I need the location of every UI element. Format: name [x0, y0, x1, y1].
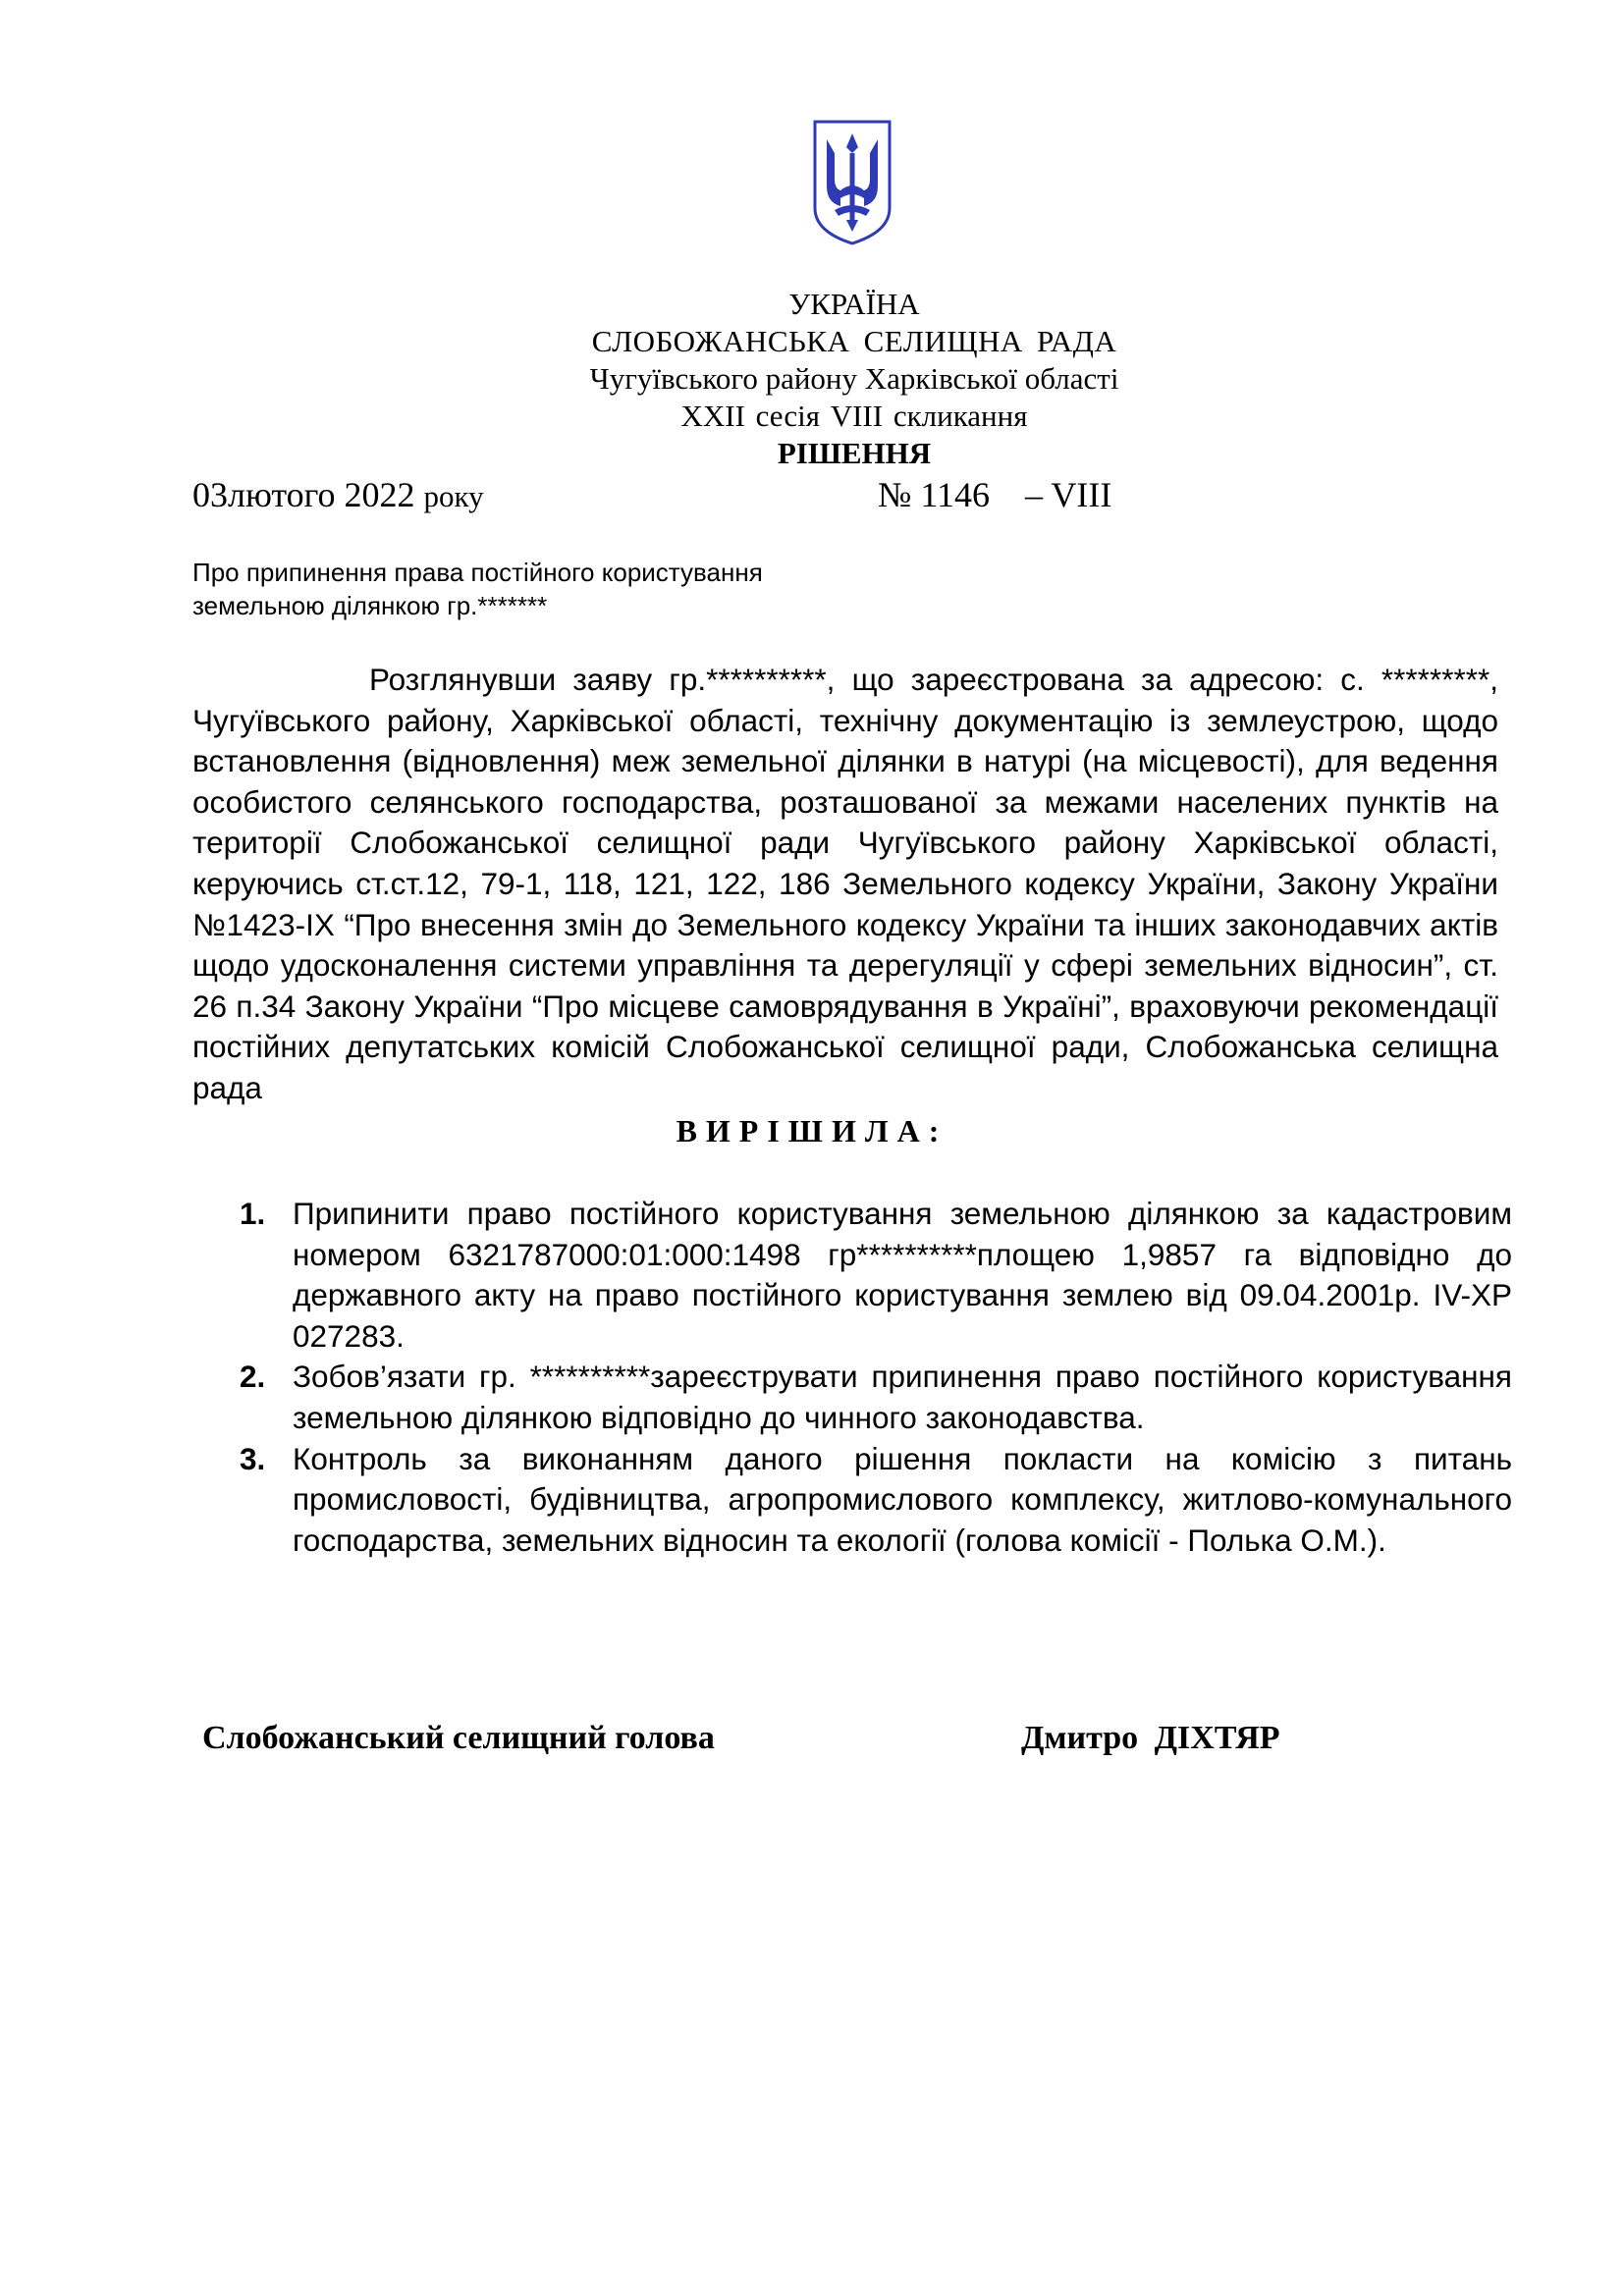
- preamble-paragraph: Розглянувши заяву гр.**********, що зареєстрована за адресою: с. *********, Чугуївського району, Харківської області, технічну документацію із землеустрою, щодо встановлення (відновлення) меж земельної ділянки в натурі (на місцевості), для ведення особистого селянського господарства, розташованої за межами населених пунктів на території Слобожанської селищної ради Чугуївського району Харківської області, керуючись ст.ст.12, 79-1, 118, 121, 122, 186 Земельного кодексу України, Закону України №1423-IX “Про внесення змін до Земельного кодексу України та інших законодавчих актів щодо удосконалення системи управління та дерегуляції у сфері земельних відносин”, ст. 26 п.34 Закону України “Про місцеве самоврядування в Україні”, враховуючи рекомендації постійних депутатських комісій Слобожанської селищної ради, Слобожанська селищна рада: [192, 662, 1498, 1105]
- header-session: XXII сесія VIII скликання: [680, 399, 1028, 433]
- header-country: УКРАЇНА: [788, 287, 920, 321]
- decision-number: № 1146 – VIII: [878, 475, 1112, 514]
- subject-line: земельною ділянкою гр.*******: [192, 591, 548, 620]
- decision-item: [236, 1439, 1512, 1562]
- signature-title: Слобожанський селищний голова: [202, 1720, 715, 1756]
- signature-name: Дмитро ДІХТЯР: [1021, 1720, 1280, 1756]
- decision-item: [236, 1194, 1512, 1357]
- item-number: 3.: [240, 1440, 266, 1476]
- item-number: 2.: [240, 1359, 266, 1395]
- decision-item: [236, 1357, 1512, 1438]
- item-text: Контроль за виконанням даного рішення покласти на комісію з питань промисловості, будівництва, агропромислового комплексу, житлово-комунального господарства, земельних відносин та екології (голова комісії - Полька О.М.).: [293, 1440, 1512, 1558]
- document-type: РІШЕННЯ: [777, 436, 932, 470]
- decision-items: [236, 1194, 1512, 1561]
- date-value: 03лютого 2022: [192, 475, 415, 514]
- item-number: 1.: [240, 1196, 266, 1231]
- item-text: Припинити право постійного користування земельною ділянкою за кадастровим номером 6321787000:01:000:1498 гр**********площею 1,9857 га відповідно до державного акту на право постійного користування землею від 09.04.2001р. IV-ХР 027283.: [293, 1196, 1512, 1354]
- subject-line: Про припинення права постійного користування: [192, 558, 763, 587]
- decided-heading: ВИРІШИЛА:: [676, 1113, 948, 1148]
- item-text: Зобов’язати гр. **********зареєструвати припинення право постійного користування земельною ділянкою відповідно до чинного законодавства.: [293, 1359, 1512, 1435]
- decision-date: [192, 473, 484, 518]
- decision-subject: [192, 556, 763, 622]
- year-word: року: [423, 479, 484, 513]
- ukraine-coat-of-arms-icon: [811, 118, 893, 247]
- header-district: Чугуївського району Харківської області: [589, 361, 1119, 396]
- header-council: СЛОБОЖАНСЬКА СЕЛИЩНА РАДА: [591, 324, 1117, 358]
